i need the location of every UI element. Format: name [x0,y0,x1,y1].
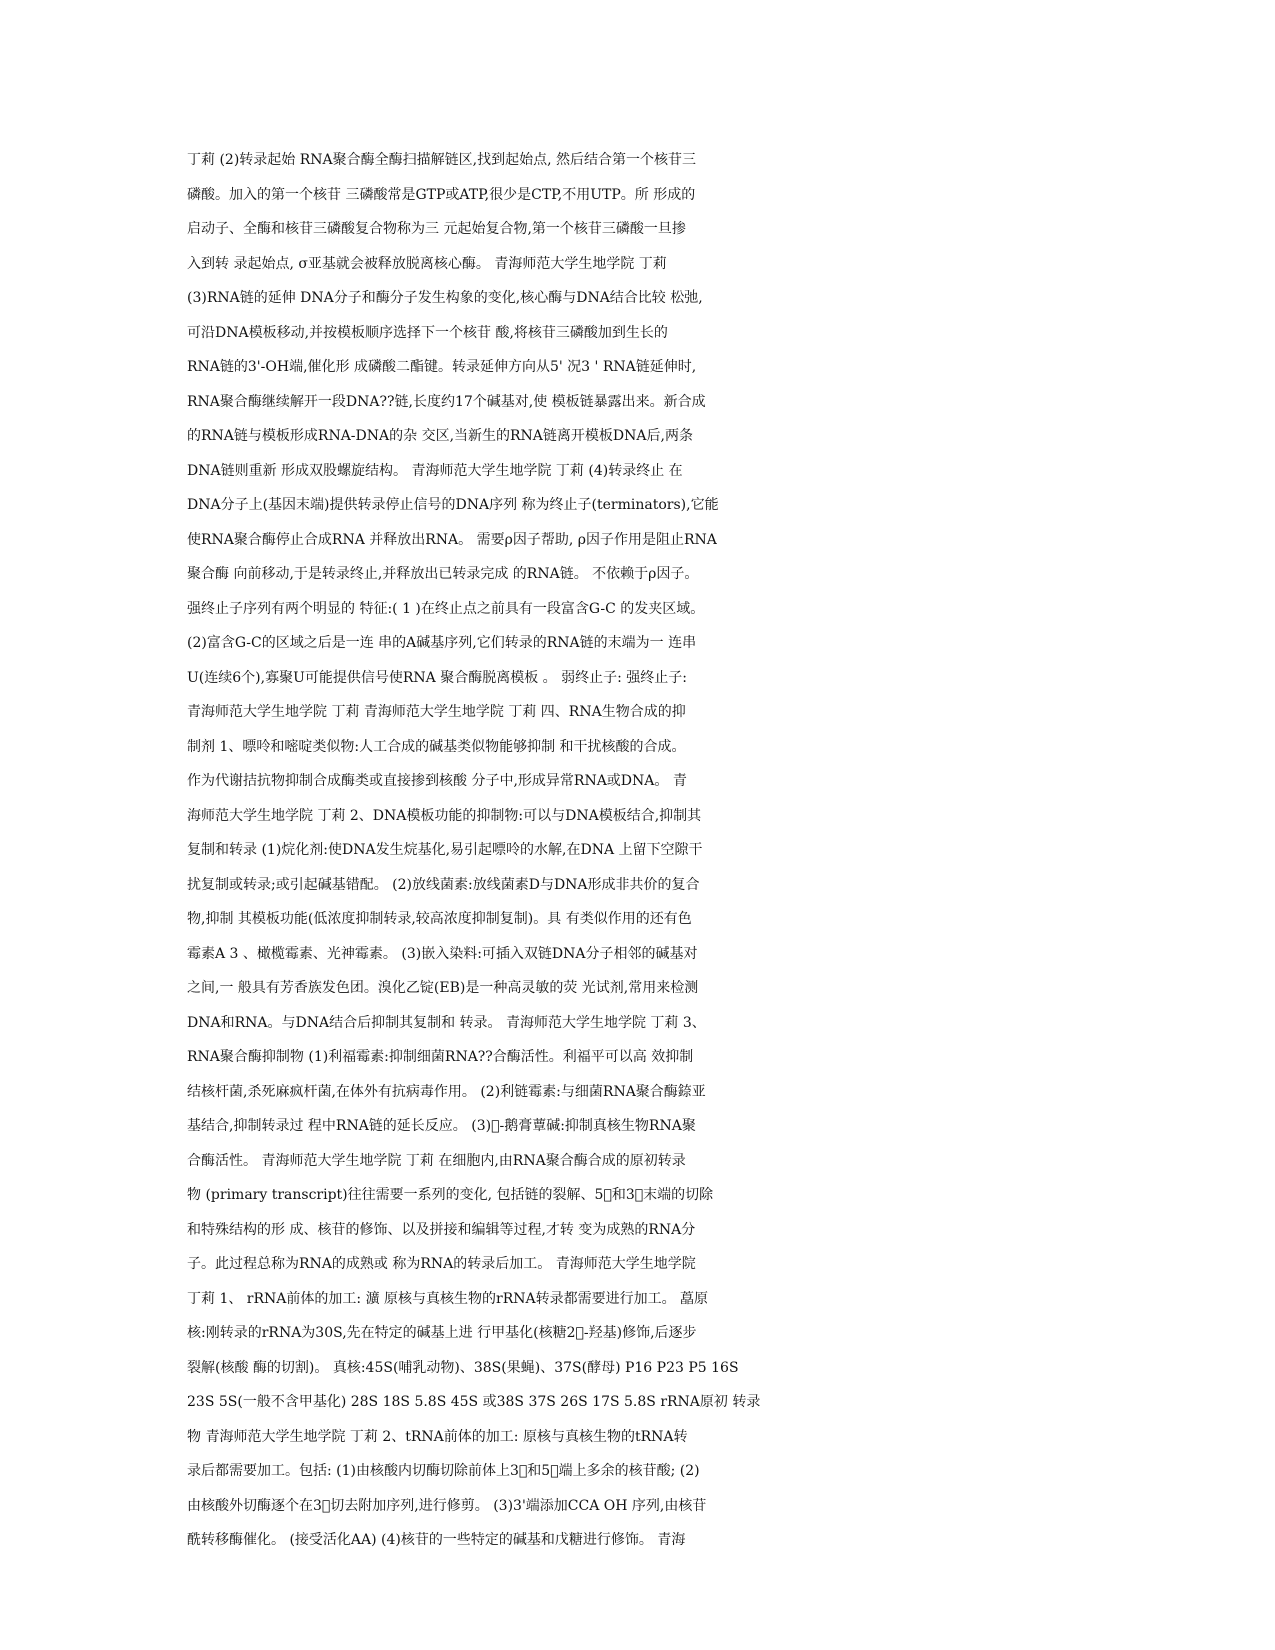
text-line: 复制和转录 (1)烷化剂:使DNA发生烷基化,易引起嘌呤的水解,在DNA 上留下空隙干 [187,842,703,858]
body-text [187,143,1087,1558]
text-line: 结核杆菌,杀死麻疯杆菌,在体外有抗病毒作用。 (2)利链霉素:与细菌RNA聚合酶錼亚 [187,1083,706,1100]
text-line: DNA链则重新 形成双股螺旋结构。 青海师范大学生地学院 丁莉 (4)转录终止 在 [187,462,683,479]
text-line: 制剂 1、嘌呤和嘧啶类似物:人工合成的碱基类似物能够抑制 和干扰核酸的合成。 [187,738,686,755]
text-line: 启动子、全酶和核苷三磷酸复合物称为三 元起始复合物,第一个核苷三磷酸一旦掺 [187,221,686,237]
text-line: RNA聚合酶继续解开一段DNA??链,长度约17个碱基对,使 模板链暴露出来。新合成 [187,393,706,410]
text-line: (2)富含G-C的区域之后是一连 串的A碱基序列,它们转录的RNA链的末端为一 连串 [187,635,697,651]
text-line: (3)RNA链的延伸 DNA分子和酶分子发生构象的变化,核心酶与DNA结合比较 松弛, [187,290,703,306]
text-line: 和特殊结构的形 成、核苷的修饰、以及拼接和编辑等过程,才转 变为成熟的RNA分 [187,1221,696,1238]
text-line: 23S 5S(一般不含甲基化) 28S 18S 5.8S 45S 或38S 37S 26S 17S 5.8S rRNA原初 转录 [187,1394,761,1410]
text-line: 入到转 录起始点, σ亚基就会被释放脱离核心酶。 青海师范大学生地学院 丁莉 [187,255,667,272]
text-line: 青海师范大学生地学院 丁莉 青海师范大学生地学院 丁莉 四、RNA生物合成的抑 [187,704,686,720]
text-line: 丁莉 (2)转录起始 RNA聚合酶全酶扫描解链区,找到起始点, 然后结合第一个核苷三 [187,152,696,168]
text-line: 使RNA聚合酶停止合成RNA 并释放出RNA。 需要ρ因子帮助, ρ因子作用是阻止RNA [187,531,717,548]
text-line: 由核酸外切酶逐个在3􀂶切去附加序列,进行修剪。 (3)3'端添加CCA OH 序列,由核苷 [187,1497,707,1514]
text-line: 合酶活性。 青海师范大学生地学院 丁莉 在细胞内,由RNA聚合酶合成的原初转录 [187,1152,686,1169]
text-line: 作为代谢拮抗物抑制合成酶类或直接掺到核酸 分子中,形成异常RNA或DNA。 青 [187,773,687,789]
text-line: 基结合,抑制转录过 程中RNA链的延长反应。 (3)􀁄-鹅膏蕈碱:抑制真核生物RNA聚 [187,1118,696,1134]
text-line: 子。此过程总称为RNA的成熟或 称为RNA的转录后加工。 青海师范大学生地学院 [187,1256,696,1272]
text-line: DNA和RNA。与DNA结合后抑制其复制和 转录。 青海师范大学生地学院 丁莉 3、 [187,1014,706,1031]
text-line: 物,抑制 其模板功能(低浓度抑制转录,较高浓度抑制复制)。具 有类似作用的还有色 [187,911,692,927]
text-line: 核:刚转录的rRNA为30S,先在特定的碱基上进 行甲基化(核糖2􀂶-羟基)修饰,后逐步 [187,1325,697,1341]
text-line: RNA链的3'-OH端,催化形 成磷酸二酯键。转录延伸方向从5' 况3 ' RNA链延伸时, [187,359,697,375]
text-line: 霉素A 3 、橄榄霉素、光神霉素。 (3)嵌入染料:可插入双链DNA分子相邻的碱基对 [187,945,698,962]
text-line: 磷酸。加入的第一个核苷 三磷酸常是GTP或ATP,很少是CTP,不用UTP。所 形成的 [187,186,696,203]
text-line: 可沿DNA模板移动,并按模板顺序选择下一个核苷 酸,将核苷三磷酸加到生长的 [187,324,668,341]
text-line: 物 青海师范大学生地学院 丁莉 2、tRNA前体的加工: 原核与真核生物的tRNA转 [187,1428,688,1445]
text-line: 物 (primary transcript)往往需要一系列的变化, 包括链的裂解、5􀂶和3􀂶末端的切除 [187,1187,714,1203]
text-line: 强终止子序列有两个明显的 特征:( 1 )在终止点之前具有一段富含G-C 的发夹区域。 [187,600,705,617]
text-line: 海师范大学生地学院 丁莉 2、DNA模板功能的抑制物:可以与DNA模板结合,抑制其 [187,807,702,824]
text-line: 的RNA链与模板形成RNA-DNA的杂 交区,当新生的RNA链离开模板DNA后,两条 [187,428,693,444]
text-line: 扰复制或转录;或引起碱基错配。 (2)放线菌素:放线菌素D与DNA形成非共价的复合 [187,876,700,893]
text-line: 丁莉 1、 rRNA前体的加工: 瀇 原核与真核生物的rRNA转录都需要进行加工。 藠原 [187,1290,709,1307]
text-line: 录后都需要加工。包括: (1)由核酸内切酶切除前体上3􀂶和5􀂶端上多余的核苷酸; (2) [187,1463,700,1479]
text-line: U(连续6个),寡聚U可能提供信号使RNA 聚合酶脱离模板 。 弱终止子: 强终止子: [187,669,688,686]
text-line: 酰转移酶催化。 (接受活化AA) (4)核苷的一些特定的碱基和戊糖进行修饰。 青海 [187,1532,686,1548]
text-line: 裂解(核酸 酶的切割)。 真核:45S(哺乳动物)、38S(果蝇)、37S(酵母) P16 P23 P5 16S [187,1359,739,1376]
text-line: DNA分子上(基因末端)提供转录停止信号的DNA序列 称为终止子(terminators),它能 [187,497,719,513]
text-line: 聚合酶 向前移动,于是转录终止,并释放出已转录完成 的RNA链。 不依赖于ρ因子。 [187,566,699,582]
text-line: RNA聚合酶抑制物 (1)利福霉素:抑制细菌RNA??合酶活性。利福平可以高 效抑制 [187,1049,694,1065]
text-line: 之间,一 般具有芳香族发色团。溴化乙锭(EB)是一种高灵敏的荧 光试剂,常用来检测 [187,980,699,996]
